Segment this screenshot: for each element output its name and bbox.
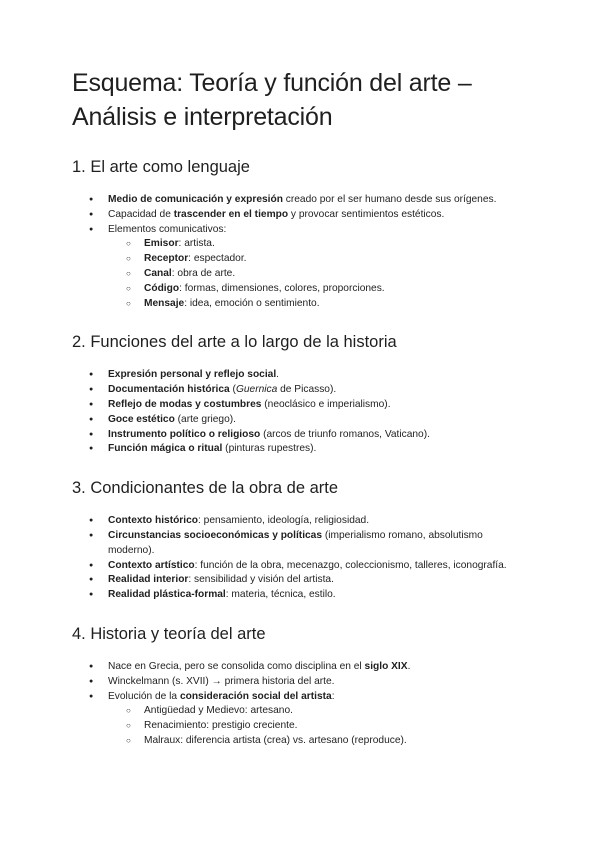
- sub-list-item: [72, 267, 532, 282]
- document-title: Esquema: Teoría y función del arte – Análisis e interpretación: [72, 69, 472, 131]
- text: : artista.: [178, 238, 215, 250]
- text: (: [229, 384, 236, 396]
- bold-text: Contexto artístico: [108, 559, 195, 571]
- text: (neoclásico e imperialismo).: [261, 398, 391, 410]
- sub-list-item: [72, 252, 532, 267]
- text: : idea, emoción o sentimiento.: [184, 297, 320, 309]
- document-page: [72, 66, 532, 769]
- text: y provocar sentimientos estéticos.: [288, 208, 445, 220]
- section-heading: 2. Funciones del arte a lo largo de la historia: [72, 333, 397, 352]
- list-item: [72, 398, 532, 413]
- text: .: [407, 660, 411, 672]
- bold-text: Goce estético: [108, 413, 175, 425]
- text: (imperialismo romano, absolutismo moderno).: [108, 529, 483, 556]
- text: : obra de arte.: [171, 267, 236, 279]
- bold-text: Función mágica o ritual: [108, 443, 223, 455]
- list-item: [72, 660, 532, 675]
- text: (arcos de triunfo romanos, Vaticano).: [260, 428, 430, 440]
- text: :: [331, 690, 335, 702]
- text: .: [276, 369, 280, 381]
- list-item: [72, 413, 532, 428]
- bold-text: consideración social del artista: [179, 690, 332, 702]
- section-heading: 4. Historia y teoría del arte: [72, 624, 266, 643]
- sub-list-item: [72, 237, 532, 252]
- list-item: [72, 368, 532, 383]
- list-item: [72, 559, 532, 574]
- italic-text: Guernica: [235, 384, 278, 396]
- list-item: [72, 675, 532, 690]
- text: Nace en Grecia, pero se consolida como disciplina en el: [108, 660, 365, 672]
- bold-text: Realidad plástica-formal: [108, 589, 226, 601]
- bold-text: Instrumento político o religioso: [108, 428, 261, 440]
- text: Elementos comunicativos:: [108, 223, 227, 235]
- bold-text: trascender en el tiempo: [173, 208, 289, 220]
- bullet-list: [72, 368, 532, 457]
- bullet-list: [72, 514, 532, 603]
- text: (pinturas rupestres).: [222, 443, 317, 455]
- bold-text: Documentación histórica: [108, 384, 230, 396]
- list-item: [72, 428, 532, 443]
- bold-text: siglo XIX: [364, 660, 408, 672]
- list-item: [72, 573, 532, 588]
- sub-list-item: [72, 282, 532, 297]
- list-item: [72, 529, 532, 559]
- sub-bullet-list: [108, 704, 532, 748]
- text: : sensibilidad y visión del artista.: [188, 574, 334, 586]
- section-2: [72, 331, 532, 457]
- section-1: [72, 156, 532, 311]
- sub-list-item: [72, 719, 532, 734]
- bullet-list: [72, 193, 532, 311]
- sub-list-item: [72, 704, 532, 719]
- section-3: [72, 477, 532, 603]
- list-item: [72, 690, 532, 749]
- sub-list-item: [72, 734, 532, 749]
- text: : formas, dimensiones, colores, proporciones.: [179, 282, 385, 294]
- bold-text: Código: [144, 282, 180, 294]
- list-item: [72, 442, 532, 457]
- list-item: [72, 514, 532, 529]
- list-item: [72, 383, 532, 398]
- text: Evolución de la: [108, 690, 180, 702]
- section-heading: 1. El arte como lenguaje: [72, 158, 250, 176]
- bold-text: Realidad interior: [108, 574, 189, 586]
- text: Winckelmann (s. XVII) → primera historia del arte.: [108, 675, 335, 687]
- bullet-list: [72, 660, 532, 749]
- bold-text: Mensaje: [144, 297, 185, 309]
- text: : materia, técnica, estilo.: [225, 589, 336, 601]
- bold-text: Contexto histórico: [108, 515, 198, 527]
- section-4: [72, 623, 532, 749]
- text: creado por el ser humano desde sus orígenes.: [282, 194, 497, 205]
- sub-list-item: [72, 297, 532, 312]
- bold-text: Medio de comunicación y expresión: [108, 194, 283, 205]
- bold-text: Reflejo de modas y costumbres: [108, 398, 262, 410]
- text: Malraux: diferencia artista (crea) vs. artesano (reproduce).: [144, 734, 407, 746]
- text: de Picasso).: [277, 384, 337, 396]
- text: : pensamiento, ideología, religiosidad.: [198, 515, 370, 527]
- text: : espectador.: [188, 253, 247, 265]
- list-item: [72, 223, 532, 312]
- list-item: [72, 588, 532, 603]
- section-heading: 3. Condicionantes de la obra de arte: [72, 479, 339, 498]
- text: (arte griego).: [174, 413, 236, 425]
- bold-text: Emisor: [144, 238, 179, 250]
- list-item: [72, 208, 532, 223]
- text: Renacimiento: prestigio creciente.: [144, 720, 298, 732]
- text: : función de la obra, mecenazgo, coleccionismo, talleres, iconografía.: [194, 559, 507, 571]
- bold-text: Circunstancias socioeconómicas y políticas: [108, 529, 323, 541]
- bold-text: Expresión personal y reflejo social: [108, 369, 277, 381]
- text: Capacidad de: [108, 208, 174, 220]
- document-body: [72, 156, 532, 749]
- bold-text: Canal: [144, 267, 172, 279]
- bold-text: Receptor: [144, 253, 189, 265]
- sub-bullet-list: [108, 237, 532, 311]
- list-item: [72, 193, 532, 208]
- text: Antigüedad y Medievo: artesano.: [144, 705, 293, 717]
